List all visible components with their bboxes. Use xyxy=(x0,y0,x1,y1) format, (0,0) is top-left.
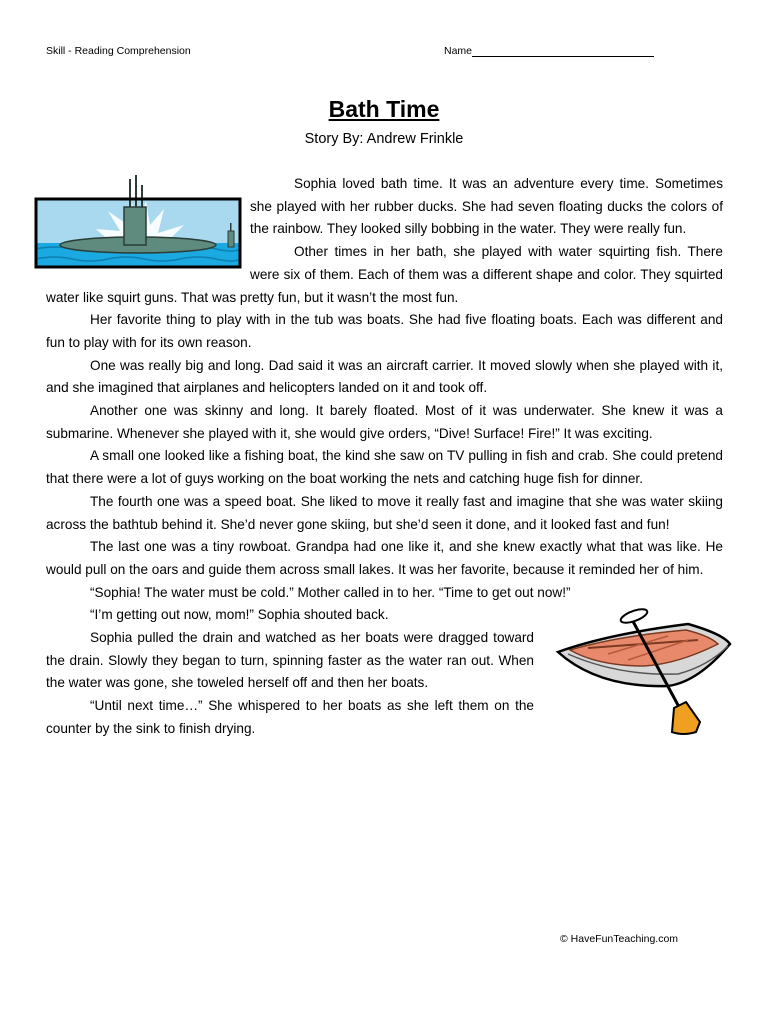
paragraph: The fourth one was a speed boat. She liked to move it really fast and imagine that she was water skiing across the bathtub behind it. She’d never gone skiing, but she’d seen it done, and it looked fast and fun! xyxy=(46,493,723,532)
story-byline: Story By: Andrew Frinkle xyxy=(304,131,464,147)
name-blank-line xyxy=(472,45,654,57)
story-body xyxy=(46,173,723,744)
paragraph: Another one was skinny and long. It barely floated. Most of it was underwater. She knew it was a submarine. Whenever she played with it, she would give orders, “Dive! Surface! Fire!” It was exciting. xyxy=(46,403,723,441)
submarine-illustration xyxy=(34,173,242,269)
paragraph: One was really big and long. Dad said it was an aircraft carrier. It moved slowly when she played with it, and she imagined that airplanes and helicopters landed on it and took off. xyxy=(46,357,723,396)
paragraph: “Until next time…” She whispered to her boats as she left them on the counter by the sink to finish drying. xyxy=(46,698,534,736)
paragraph: “Sophia! The water must be cold.” Mother called in to her. “Time to get out now!” xyxy=(90,584,571,600)
story-title: Bath Time xyxy=(328,96,440,122)
paragraph: Sophia loved bath time. It was an adventure every time. Sometimes she played with her rubber ducks. She had seven floating ducks the colors of the rainbow. They looked silly bobbing in the water. They were really fun. xyxy=(250,176,723,237)
page-header xyxy=(46,45,722,61)
name-field[interactable] xyxy=(444,45,654,57)
copyright-footer: © HaveFunTeaching.com xyxy=(560,933,679,945)
paragraph: The last one was a tiny rowboat. Grandpa had one like it, and she knew exactly what that was like. He would pull on the oars and guide them across small lakes. It was her favorite, because it reminded her of him. xyxy=(46,539,723,577)
paragraph: Sophia pulled the drain and watched as her boats were dragged toward the drain. Slowly they began to turn, spinning faster as the water ran out. When the water was gone, she toweled herself off and then her boats. xyxy=(46,630,534,691)
name-label: Name xyxy=(444,45,473,57)
rowboat-illustration xyxy=(548,604,733,744)
paragraph: “I’m getting out now, mom!” Sophia shouted back. xyxy=(90,607,389,623)
paragraph: A small one looked like a fishing boat, the kind she saw on TV pulling in fish and crab. She could pretend that there were a lot of guys working on the boat working the nets and catching huge fish for dinner. xyxy=(46,448,723,487)
paragraph: Her favorite thing to play with in the tub was boats. She had five floating boats. Each was different and fun to play with for its own reason. xyxy=(46,312,723,350)
paragraph: Other times in her bath, she played with water squirting fish. There were six of them. Each of them was a different shape and color. They squirted water like squirt guns. That was pretty fun, but it wasn’t the most fun. xyxy=(46,244,723,305)
skill-label: Skill - Reading Comprehension xyxy=(46,45,191,57)
